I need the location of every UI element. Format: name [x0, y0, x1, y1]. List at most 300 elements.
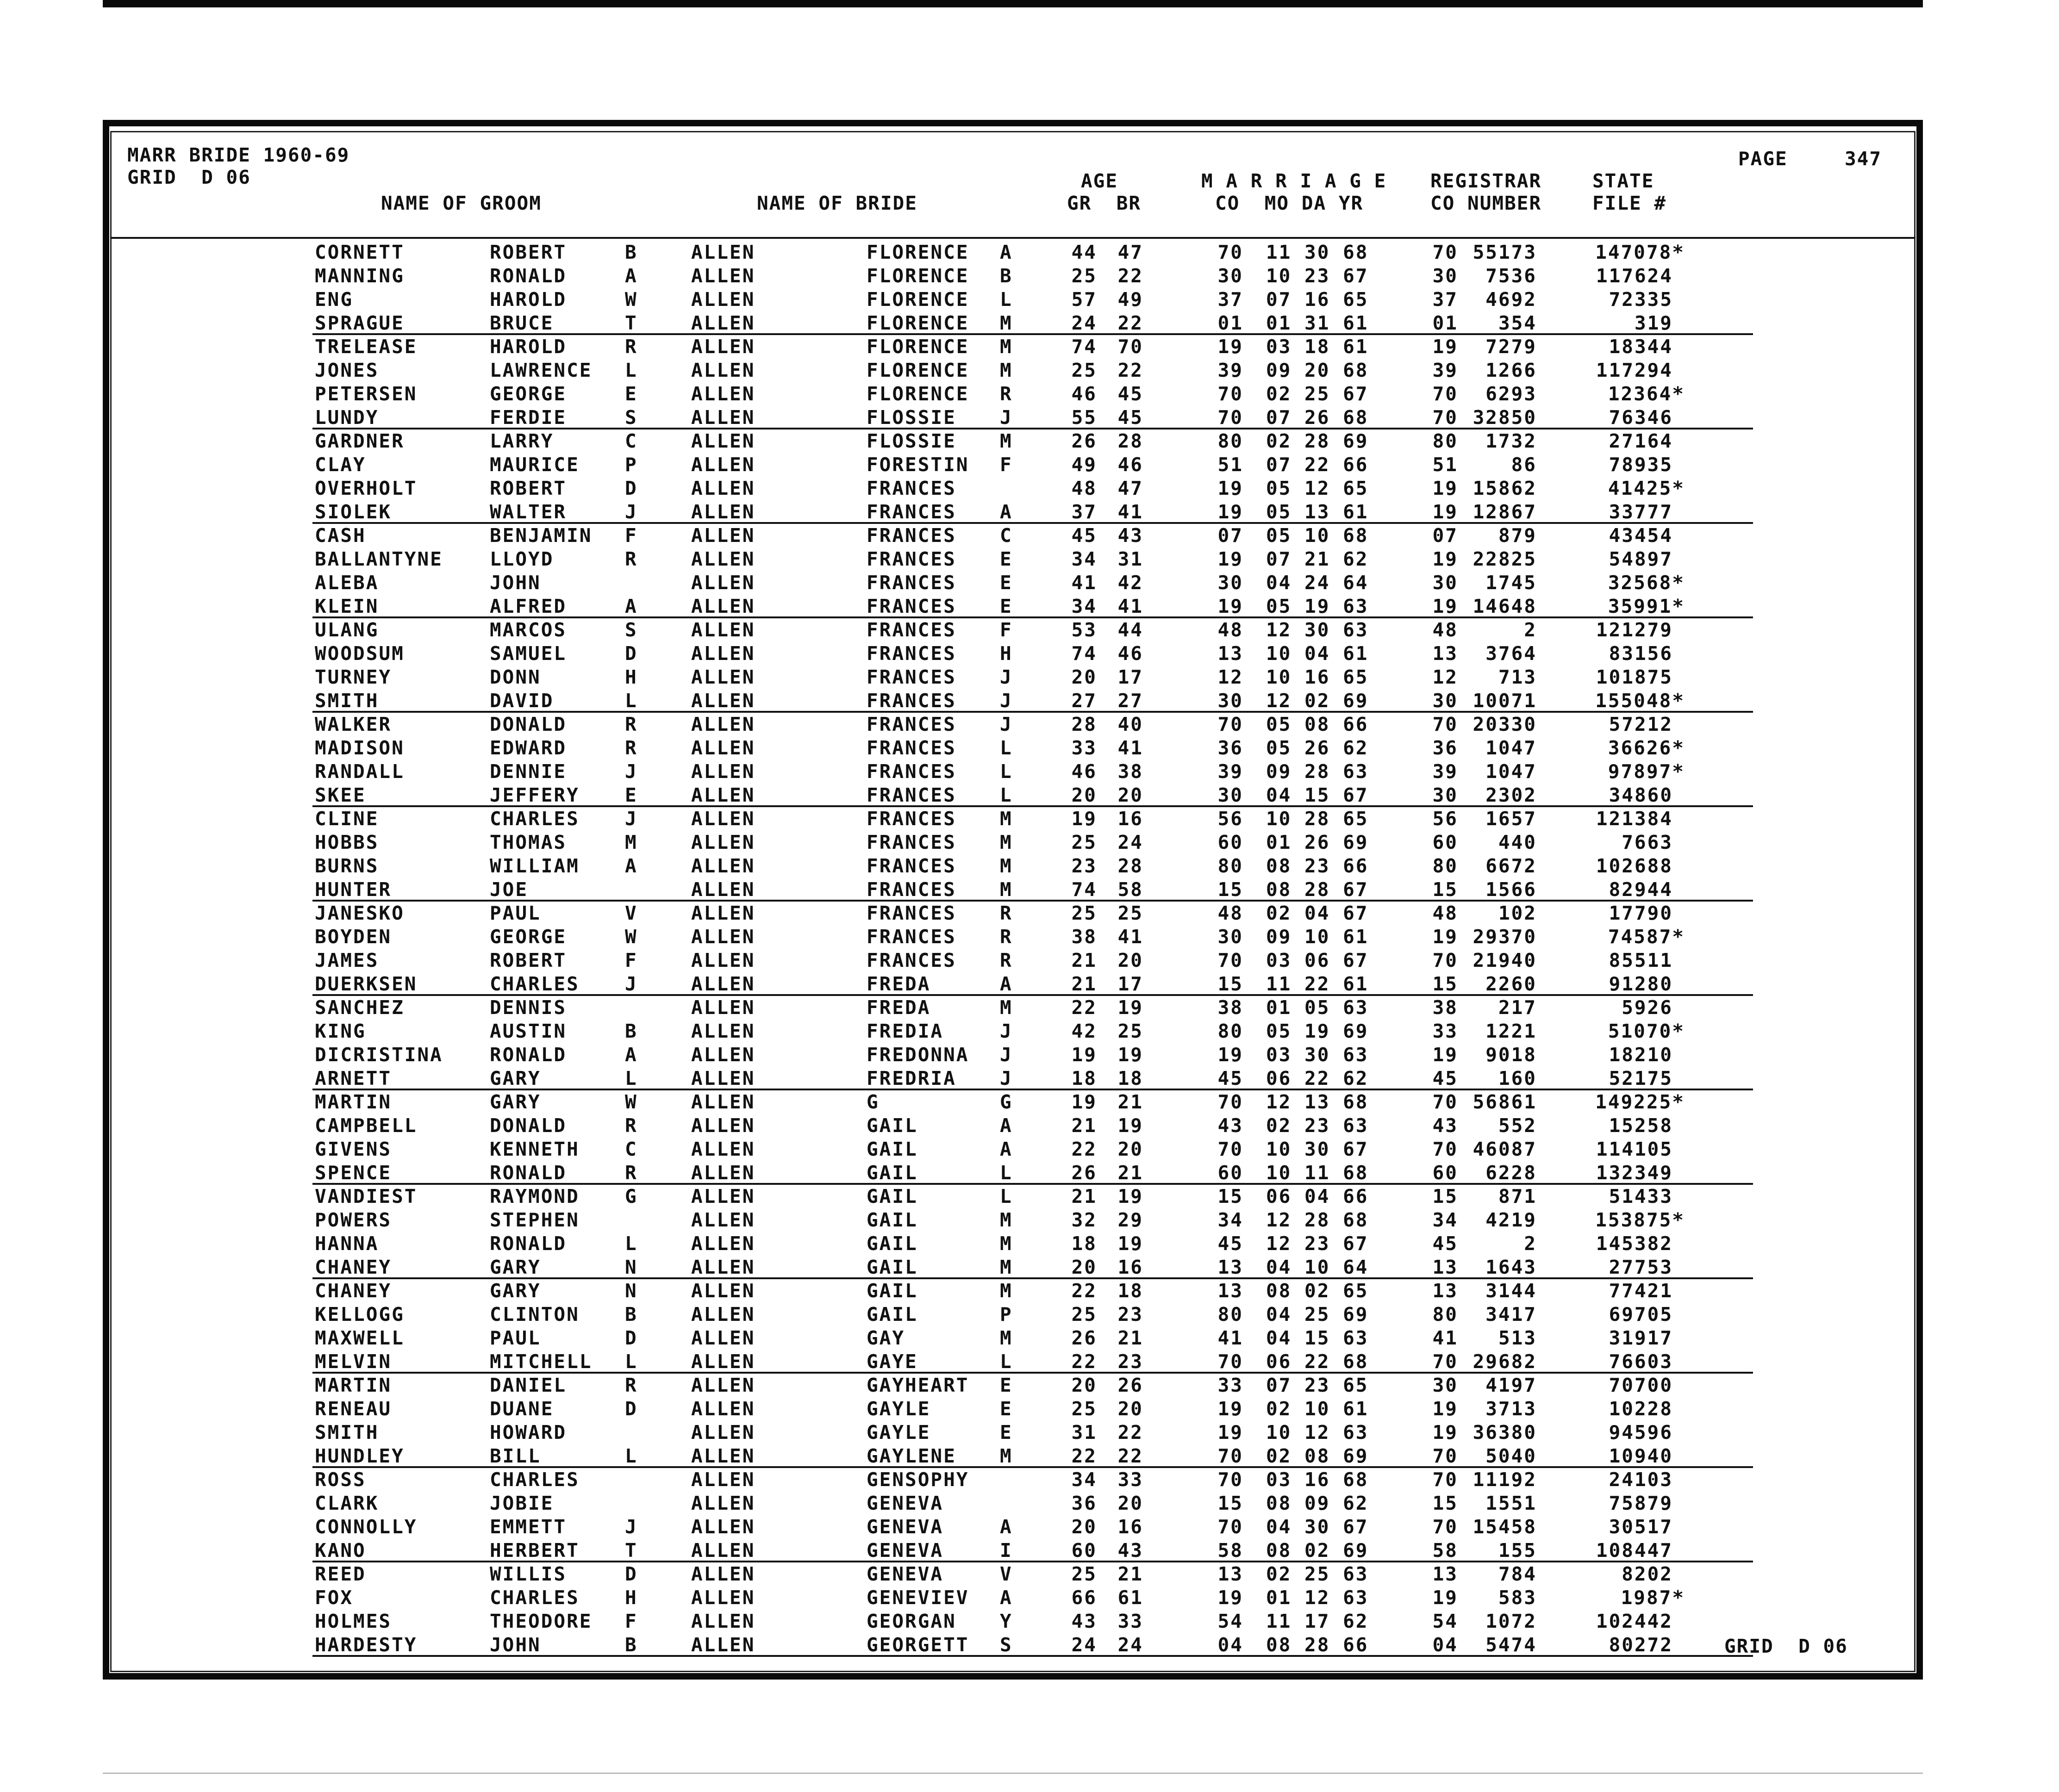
marriage-date: 01 26 69 [1266, 831, 1369, 853]
marriage-date: 11 30 68 [1266, 241, 1369, 263]
state-file-number: 94596 [1609, 1421, 1673, 1444]
bride-given-name: FRANCES [867, 572, 956, 594]
marriage-county: 01 [1217, 312, 1243, 334]
bride-surname: ALLEN [691, 855, 755, 877]
marriage-date: 05 08 66 [1266, 713, 1369, 735]
groom-age: 22 [1071, 1280, 1097, 1302]
registrar-county: 39 [1432, 359, 1458, 381]
registrar-county: 15 [1432, 1185, 1458, 1207]
groom-surname: ARNETT [315, 1067, 392, 1089]
marriage-date: 05 19 69 [1266, 1020, 1369, 1042]
marriage-county: 70 [1217, 1138, 1243, 1160]
bride-initial: L [1000, 1162, 1013, 1184]
bride-age: 49 [1117, 288, 1143, 311]
groom-given-name: ROBERT [490, 949, 567, 971]
bride-age: 19 [1117, 996, 1143, 1019]
groom-surname: HUNDLEY [315, 1445, 405, 1467]
bride-given-name: GAIL [867, 1185, 918, 1207]
state-file-number: 77421 [1609, 1280, 1673, 1302]
registrar-number: 15862 [1472, 477, 1537, 499]
marriage-date: 07 23 65 [1266, 1374, 1369, 1396]
groom-age: 33 [1071, 737, 1097, 759]
marriage-county: 33 [1217, 1374, 1243, 1396]
marriage-county: 70 [1217, 1091, 1243, 1113]
registrar-county: 70 [1432, 383, 1458, 405]
groom-given-name: MITCHELL [490, 1350, 593, 1373]
groom-initial: A [625, 855, 638, 877]
registrar-county: 60 [1432, 831, 1458, 853]
bride-surname: ALLEN [691, 336, 755, 358]
groom-column-header: NAME OF GROOM [381, 192, 542, 214]
table-row [0, 1492, 2059, 1515]
state-file-number: 108447 [1596, 1539, 1673, 1562]
bride-given-name: FREDA [867, 996, 931, 1019]
registrar-county: 19 [1432, 336, 1458, 358]
top-edge-bar [103, 0, 1923, 7]
groom-age: 44 [1071, 241, 1097, 263]
registrar-number: 2 [1524, 619, 1537, 641]
registrar-number: 1643 [1485, 1256, 1537, 1278]
bride-initial: L [1000, 1350, 1013, 1373]
marriage-county: 45 [1217, 1232, 1243, 1255]
marriage-date: 02 04 67 [1266, 902, 1369, 924]
bride-age: 41 [1117, 501, 1143, 523]
groom-initial: J [625, 1516, 638, 1538]
table-row [0, 972, 2059, 996]
bride-initial: M [1000, 1256, 1013, 1278]
record-group [312, 807, 1753, 902]
registrar-subheader: CO NUMBER [1430, 192, 1542, 214]
marriage-date: 09 28 63 [1266, 760, 1369, 783]
state-file-number: 18344 [1609, 336, 1673, 358]
groom-given-name: WILLIS [490, 1563, 567, 1585]
bride-initial: L [1000, 288, 1013, 311]
groom-initial: J [625, 760, 638, 783]
marriage-county: 70 [1217, 1350, 1243, 1373]
bride-surname: ALLEN [691, 713, 755, 735]
registrar-county: 30 [1432, 690, 1458, 712]
groom-initial: A [625, 265, 638, 287]
bride-surname: ALLEN [691, 288, 755, 311]
bride-given-name: GENEVA [867, 1563, 944, 1585]
bride-age: 61 [1117, 1587, 1143, 1609]
bride-given-name: G [867, 1091, 880, 1113]
bride-age: 24 [1117, 1634, 1143, 1656]
bride-initial: M [1000, 430, 1013, 452]
groom-given-name: ALFRED [490, 595, 567, 617]
table-row [0, 1421, 2059, 1444]
bride-age: 19 [1117, 1232, 1143, 1255]
groom-given-name: JOBIE [490, 1492, 554, 1514]
groom-initial: B [625, 1303, 638, 1325]
groom-surname: BALLANTYNE [315, 548, 443, 570]
registrar-county: 30 [1432, 265, 1458, 287]
bride-age: 27 [1117, 690, 1143, 712]
bride-given-name: FORESTIN [867, 454, 969, 476]
bride-age: 45 [1117, 383, 1143, 405]
record-group [312, 241, 1753, 335]
bride-surname: ALLEN [691, 595, 755, 617]
registrar-number: 713 [1498, 666, 1537, 688]
bride-age: 19 [1117, 1185, 1143, 1207]
registrar-county: 39 [1432, 760, 1458, 783]
groom-given-name: MAURICE [490, 454, 580, 476]
marriage-county: 19 [1217, 1044, 1243, 1066]
marriage-date: 03 18 61 [1266, 336, 1369, 358]
groom-surname: JANESKO [315, 902, 405, 924]
marriage-date: 10 12 63 [1266, 1421, 1369, 1444]
bride-given-name: FLORENCE [867, 336, 969, 358]
groom-given-name: EMMETT [490, 1516, 567, 1538]
groom-age: 24 [1071, 312, 1097, 334]
groom-age: 19 [1071, 808, 1097, 830]
bride-given-name: GEORGAN [867, 1610, 956, 1632]
registrar-county: 70 [1432, 1350, 1458, 1373]
marriage-date: 10 30 67 [1266, 1138, 1369, 1160]
groom-given-name: GARY [490, 1067, 541, 1089]
registrar-number: 3144 [1485, 1280, 1537, 1302]
groom-surname: RANDALL [315, 760, 405, 783]
state-file-number: 1987* [1621, 1587, 1685, 1609]
groom-age: 53 [1071, 619, 1097, 641]
state-file-number: 121279 [1596, 619, 1673, 641]
bride-given-name: FLORENCE [867, 288, 969, 311]
bride-age: 45 [1117, 406, 1143, 429]
groom-surname: KLEIN [315, 595, 379, 617]
bride-surname: ALLEN [691, 1374, 755, 1396]
groom-age: 34 [1071, 548, 1097, 570]
groom-surname: BOYDEN [315, 926, 392, 948]
groom-surname: HOBBS [315, 831, 379, 853]
marriage-date: 08 23 66 [1266, 855, 1369, 877]
table-row [0, 736, 2059, 760]
marriage-county: 19 [1217, 1587, 1243, 1609]
header-rule [110, 237, 1915, 239]
state-file-number: 57212 [1609, 713, 1673, 735]
groom-surname: MAXWELL [315, 1327, 405, 1349]
marriage-county: 34 [1217, 1209, 1243, 1231]
marriage-date: 05 26 62 [1266, 737, 1369, 759]
bride-surname: ALLEN [691, 642, 755, 665]
bride-age: 16 [1117, 1516, 1143, 1538]
registrar-county: 36 [1432, 737, 1458, 759]
marriage-county: 45 [1217, 1067, 1243, 1089]
table-row [0, 406, 2059, 429]
bride-age: 70 [1117, 336, 1143, 358]
bride-given-name: FRANCES [867, 902, 956, 924]
bride-age: 29 [1117, 1209, 1143, 1231]
bride-given-name: GENEVA [867, 1492, 944, 1514]
registrar-number: 9018 [1485, 1044, 1537, 1066]
marriage-date: 06 04 66 [1266, 1185, 1369, 1207]
bride-given-name: GAYHEART [867, 1374, 969, 1396]
marriage-date: 10 11 68 [1266, 1162, 1369, 1184]
bride-surname: ALLEN [691, 949, 755, 971]
bride-age: 26 [1117, 1374, 1143, 1396]
record-group [312, 1374, 1753, 1468]
bride-given-name: FRANCES [867, 831, 956, 853]
marriage-date: 08 28 67 [1266, 878, 1369, 901]
bride-age: 19 [1117, 1044, 1143, 1066]
record-group [312, 713, 1753, 807]
bride-given-name: GAIL [867, 1209, 918, 1231]
groom-surname: SPENCE [315, 1162, 392, 1184]
bride-age: 25 [1117, 1020, 1143, 1042]
table-row [0, 666, 2059, 689]
groom-age: 25 [1071, 831, 1097, 853]
groom-age: 21 [1071, 1185, 1097, 1207]
record-group [312, 618, 1753, 713]
marriage-county: 80 [1217, 430, 1243, 452]
table-row [0, 288, 2059, 311]
marriage-date: 02 28 69 [1266, 430, 1369, 452]
table-row [0, 925, 2059, 949]
marriage-date: 05 10 68 [1266, 524, 1369, 547]
groom-initial: A [625, 1044, 638, 1066]
marriage-date: 02 23 63 [1266, 1114, 1369, 1137]
state-file-number: 117294 [1596, 359, 1673, 381]
registrar-number: 5474 [1485, 1634, 1537, 1656]
groom-age: 20 [1071, 784, 1097, 806]
bride-surname: ALLEN [691, 383, 755, 405]
groom-initial: F [625, 1610, 638, 1632]
groom-age: 27 [1071, 690, 1097, 712]
bride-initial: F [1000, 454, 1013, 476]
groom-initial: J [625, 973, 638, 995]
bride-surname: ALLEN [691, 430, 755, 452]
marriage-date: 12 28 68 [1266, 1209, 1369, 1231]
table-row [0, 1586, 2059, 1610]
registrar-county: 07 [1432, 524, 1458, 547]
bride-age: 21 [1117, 1327, 1143, 1349]
table-row [0, 1374, 2059, 1397]
registrar-county: 70 [1432, 949, 1458, 971]
groom-surname: HARDESTY [315, 1634, 418, 1656]
bride-initial: M [1000, 1280, 1013, 1302]
state-file-number: 114105 [1596, 1138, 1673, 1160]
groom-age: 21 [1071, 1114, 1097, 1137]
bride-given-name: FRANCES [867, 855, 956, 877]
groom-age: 36 [1071, 1492, 1097, 1514]
bride-initial: J [1000, 1044, 1013, 1066]
bride-age: 46 [1117, 642, 1143, 665]
marriage-date: 01 31 61 [1266, 312, 1369, 334]
state-file-number: 132349 [1596, 1162, 1673, 1184]
groom-initial: D [625, 1398, 638, 1420]
groom-initial: R [625, 1374, 638, 1396]
registrar-number: 1732 [1485, 430, 1537, 452]
bride-given-name: GAIL [867, 1256, 918, 1278]
bride-surname: ALLEN [691, 454, 755, 476]
marriage-county: 30 [1217, 784, 1243, 806]
state-file-number: 74587* [1608, 926, 1685, 948]
marriage-date: 09 10 61 [1266, 926, 1369, 948]
groom-initial: L [625, 1350, 638, 1373]
marriage-county: 48 [1217, 902, 1243, 924]
groom-given-name: HAROLD [490, 336, 567, 358]
bride-initial: M [1000, 855, 1013, 877]
groom-age: 25 [1071, 1398, 1097, 1420]
groom-initial: H [625, 1587, 638, 1609]
registrar-number: 55173 [1472, 241, 1537, 263]
bride-age: 16 [1117, 1256, 1143, 1278]
record-group [312, 429, 1753, 524]
marriage-county: 19 [1217, 1421, 1243, 1444]
registrar-number: 552 [1498, 1114, 1537, 1137]
registrar-county: 80 [1432, 855, 1458, 877]
groom-surname: CLAY [315, 454, 366, 476]
bride-given-name: GAIL [867, 1162, 918, 1184]
bride-age: 43 [1117, 1539, 1143, 1562]
bride-given-name: GENSOPHY [867, 1468, 969, 1491]
bride-age: 38 [1117, 760, 1143, 783]
bride-surname: ALLEN [691, 406, 755, 429]
groom-surname: RENEAU [315, 1398, 392, 1420]
state-file-number: 69705 [1609, 1303, 1673, 1325]
registrar-county: 70 [1432, 713, 1458, 735]
bride-given-name: FLORENCE [867, 241, 969, 263]
table-row [0, 618, 2059, 642]
bride-given-name: FLOSSIE [867, 430, 956, 452]
bride-given-name: FREDONNA [867, 1044, 969, 1066]
bride-initial: M [1000, 1209, 1013, 1231]
groom-given-name: DONN [490, 666, 541, 688]
bride-age: 22 [1117, 265, 1143, 287]
marriage-date: 10 23 67 [1266, 265, 1369, 287]
groom-age: 46 [1071, 760, 1097, 783]
record-group [312, 1562, 1753, 1657]
bride-surname: ALLEN [691, 784, 755, 806]
registrar-county: 70 [1432, 1468, 1458, 1491]
groom-given-name: MARCOS [490, 619, 567, 641]
state-file-number: 91280 [1609, 973, 1673, 995]
groom-surname: GARDNER [315, 430, 405, 452]
registrar-county: 43 [1432, 1114, 1458, 1137]
table-row [0, 1444, 2059, 1468]
groom-surname: KANO [315, 1539, 366, 1562]
marriage-date: 01 05 63 [1266, 996, 1369, 1019]
bride-surname: ALLEN [691, 1067, 755, 1089]
registrar-county: 51 [1432, 454, 1458, 476]
groom-surname: REED [315, 1563, 366, 1585]
groom-surname: CHANEY [315, 1256, 392, 1278]
marriage-county: 07 [1217, 524, 1243, 547]
groom-age: 49 [1071, 454, 1097, 476]
groom-initial: J [625, 501, 638, 523]
registrar-county: 19 [1432, 1587, 1458, 1609]
groom-given-name: PAUL [490, 1327, 541, 1349]
bride-age: 25 [1117, 902, 1143, 924]
groom-age: 22 [1071, 1138, 1097, 1160]
registrar-number: 155 [1498, 1539, 1537, 1562]
bride-initial: J [1000, 713, 1013, 735]
marriage-county: 37 [1217, 288, 1243, 311]
registrar-number: 15458 [1472, 1516, 1537, 1538]
bride-initial: E [1000, 548, 1013, 570]
groom-given-name: DANIEL [490, 1374, 567, 1396]
marriage-county: 56 [1217, 808, 1243, 830]
marriage-county: 70 [1217, 1516, 1243, 1538]
registrar-number: 21940 [1472, 949, 1537, 971]
table-row [0, 595, 2059, 618]
bride-initial: M [1000, 1327, 1013, 1349]
record-group [312, 1468, 1753, 1562]
marriage-date: 08 02 69 [1266, 1539, 1369, 1562]
bride-age: 18 [1117, 1067, 1143, 1089]
registrar-number: 1047 [1485, 760, 1537, 783]
groom-given-name: SAMUEL [490, 642, 567, 665]
marriage-date: 04 10 64 [1266, 1256, 1369, 1278]
groom-age: 19 [1071, 1044, 1097, 1066]
groom-surname: ENG [315, 288, 354, 311]
table-row [0, 241, 2059, 264]
state-file-number: 34860 [1609, 784, 1673, 806]
groom-age: 31 [1071, 1421, 1097, 1444]
bride-given-name: FLORENCE [867, 265, 969, 287]
marriage-date: 04 15 63 [1266, 1327, 1369, 1349]
registrar-number: 1566 [1485, 878, 1537, 901]
marriage-date: 08 09 62 [1266, 1492, 1369, 1514]
bride-initial: A [1000, 1516, 1013, 1538]
record-group [312, 902, 1753, 996]
registrar-county: 15 [1432, 1492, 1458, 1514]
registrar-county: 41 [1432, 1327, 1458, 1349]
marriage-county: 19 [1217, 595, 1243, 617]
bride-age: 20 [1117, 949, 1143, 971]
groom-age: 41 [1071, 572, 1097, 594]
groom-given-name: RAYMOND [490, 1185, 580, 1207]
bride-initial: R [1000, 926, 1013, 948]
bride-age: 16 [1117, 808, 1143, 830]
marriage-county: 30 [1217, 926, 1243, 948]
groom-given-name: LARRY [490, 430, 554, 452]
bride-given-name: FLORENCE [867, 312, 969, 334]
table-row [0, 571, 2059, 595]
bride-initial: E [1000, 1374, 1013, 1396]
bride-initial: R [1000, 383, 1013, 405]
groom-given-name: DAVID [490, 690, 554, 712]
bride-surname: ALLEN [691, 1185, 755, 1207]
bride-surname: ALLEN [691, 902, 755, 924]
record-group [312, 524, 1753, 618]
groom-surname: SPRAGUE [315, 312, 405, 334]
groom-initial: N [625, 1280, 638, 1302]
table-row [0, 1468, 2059, 1492]
bride-age: 20 [1117, 1398, 1143, 1420]
state-file-number: 80272 [1609, 1634, 1673, 1656]
bride-surname: ALLEN [691, 1091, 755, 1113]
page-label: PAGE [1738, 148, 1788, 170]
groom-initial: W [625, 1091, 638, 1113]
groom-given-name: HOWARD [490, 1421, 567, 1444]
state-file-subheader: FILE # [1592, 192, 1667, 214]
bride-age: 19 [1117, 1114, 1143, 1137]
registrar-number: 3764 [1485, 642, 1537, 665]
table-row [0, 382, 2059, 406]
groom-surname: ULANG [315, 619, 379, 641]
groom-age: 28 [1071, 713, 1097, 735]
marriage-county: 13 [1217, 1563, 1243, 1585]
bride-surname: ALLEN [691, 1492, 755, 1514]
groom-given-name: DENNIS [490, 996, 567, 1019]
bride-age: 17 [1117, 666, 1143, 688]
groom-age: 46 [1071, 383, 1097, 405]
groom-age: 26 [1071, 1162, 1097, 1184]
groom-initial: R [625, 737, 638, 759]
marriage-county: 70 [1217, 949, 1243, 971]
marriage-date: 10 04 61 [1266, 642, 1369, 665]
record-group [312, 996, 1753, 1090]
